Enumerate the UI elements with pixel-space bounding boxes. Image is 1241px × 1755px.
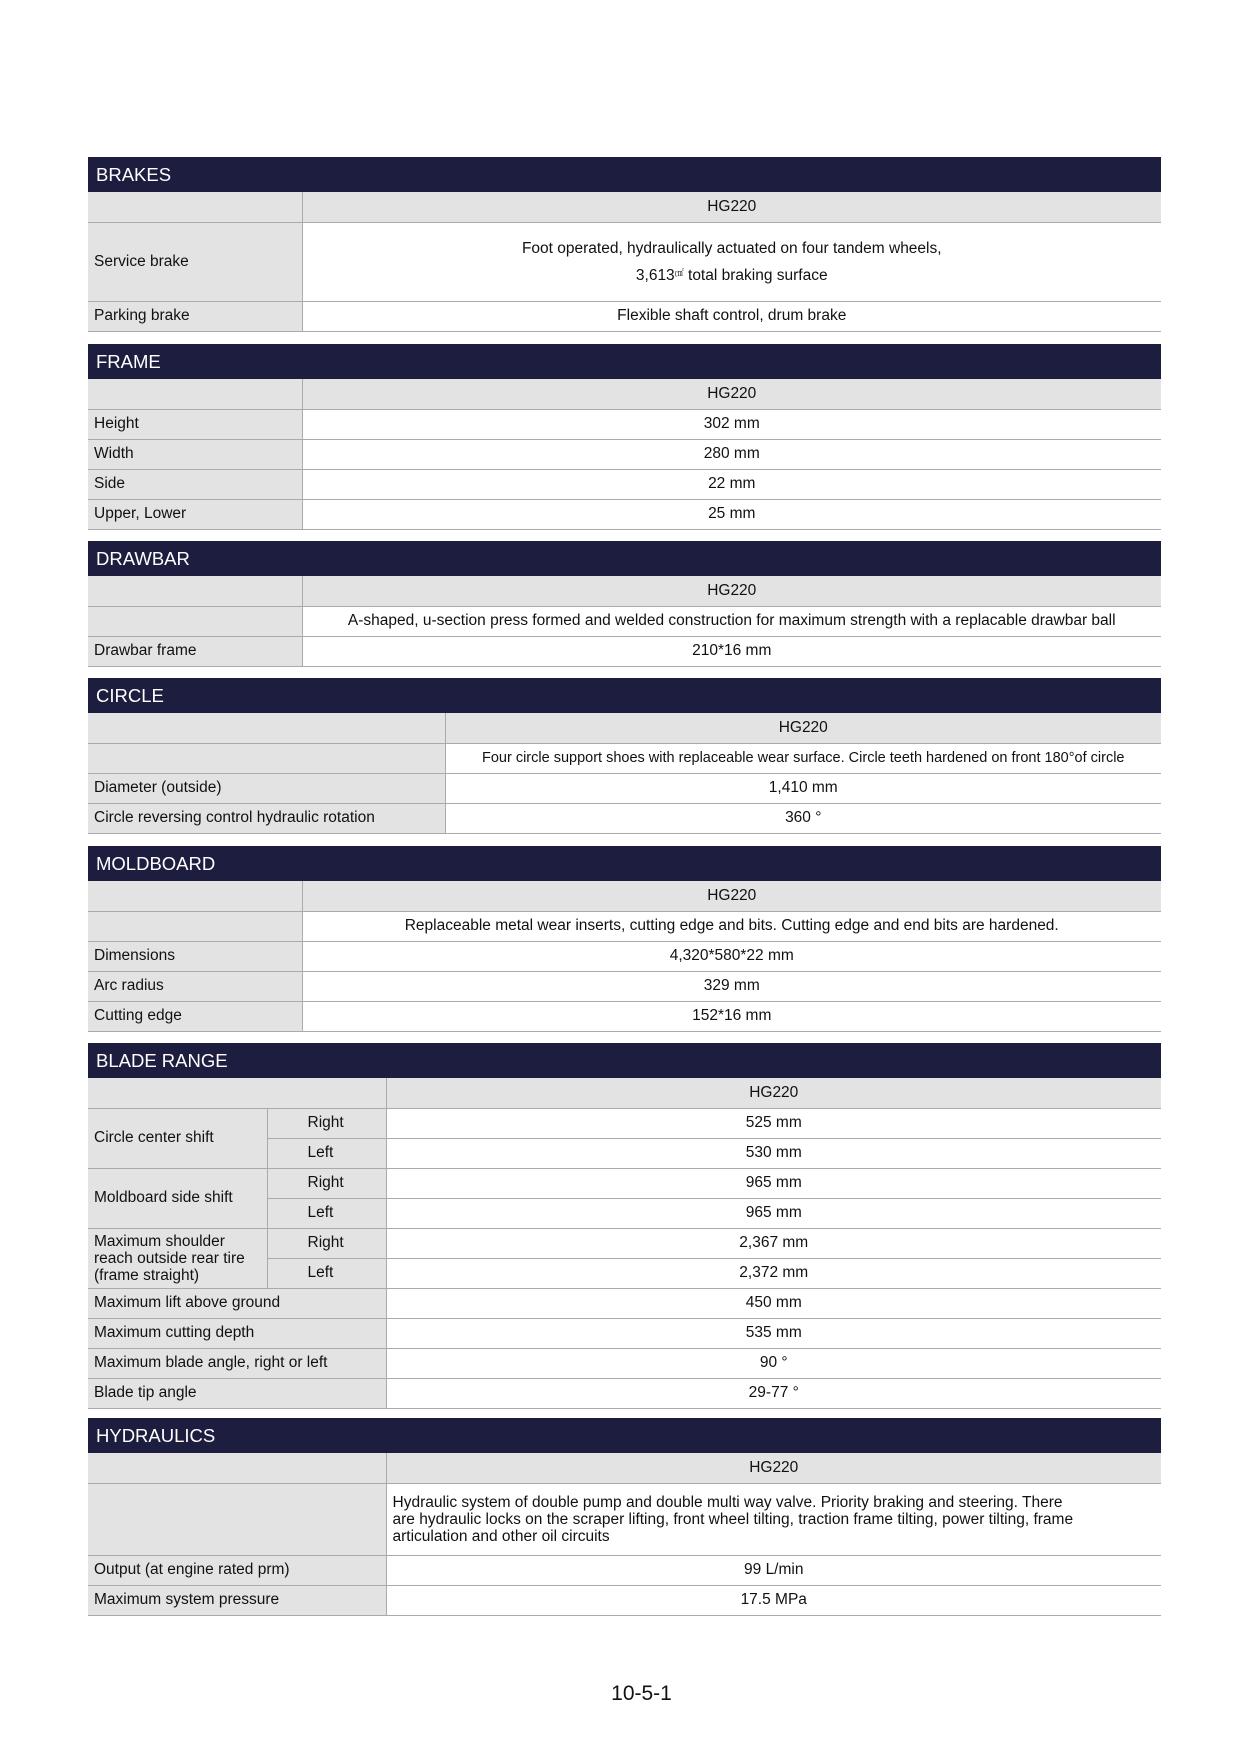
table-row	[88, 1288, 1161, 1318]
model-header: HG220	[302, 192, 1161, 222]
table-row	[88, 1108, 1161, 1138]
hydraulics-section	[88, 1418, 1161, 1616]
table-row	[88, 911, 1161, 941]
drawbar-section	[88, 541, 1161, 667]
row-value: 965 mm	[386, 1168, 1161, 1198]
row-value: 525 mm	[386, 1108, 1161, 1138]
row-value: 450 mm	[386, 1288, 1161, 1318]
row-value: 2,367 mm	[386, 1228, 1161, 1258]
row-value: 302 mm	[302, 409, 1161, 439]
row-value: 280 mm	[302, 439, 1161, 469]
frame-section	[88, 344, 1161, 530]
table-row	[88, 439, 1161, 469]
model-header: HG220	[302, 576, 1161, 606]
drawbar-description: A-shaped, u-section press formed and welded construction for maximum strength with a replacable drawbar ball	[302, 606, 1161, 636]
table-row	[88, 1585, 1161, 1615]
model-header: HG220	[302, 881, 1161, 911]
table-row	[88, 1228, 1161, 1258]
row-value: 965 mm	[386, 1198, 1161, 1228]
table-row	[88, 941, 1161, 971]
row-value: Flexible shaft control, drum brake	[302, 301, 1161, 331]
row-sublabel: Left	[267, 1258, 386, 1288]
drawbar-table	[88, 576, 1161, 667]
row-value: 4,320*580*22 mm	[302, 941, 1161, 971]
table-row	[88, 1555, 1161, 1585]
row-label: Circle reversing control hydraulic rotation	[88, 803, 445, 833]
circle-description: Four circle support shoes with replaceable wear surface. Circle teeth hardened on front 180°of circle	[445, 743, 1161, 773]
frame-header: FRAME	[88, 344, 1161, 379]
row-sublabel: Left	[267, 1138, 386, 1168]
row-label: Drawbar frame	[88, 636, 302, 666]
row-label: Width	[88, 439, 302, 469]
row-label: Maximum lift above ground	[88, 1288, 386, 1318]
table-row	[88, 1318, 1161, 1348]
table-row	[88, 409, 1161, 439]
hydraulics-table	[88, 1453, 1161, 1616]
table-row	[88, 1168, 1161, 1198]
row-sublabel: Right	[267, 1168, 386, 1198]
row-label: Moldboard side shift	[88, 1168, 267, 1228]
row-value: 2,372 mm	[386, 1258, 1161, 1288]
row-label: Maximum cutting depth	[88, 1318, 386, 1348]
row-value: 210*16 mm	[302, 636, 1161, 666]
moldboard-header: MOLDBOARD	[88, 846, 1161, 881]
table-row	[88, 499, 1161, 529]
row-sublabel: Right	[267, 1108, 386, 1138]
row-value: 152*16 mm	[302, 1001, 1161, 1031]
row-label: Service brake	[88, 222, 302, 301]
row-value: 29-77 °	[386, 1378, 1161, 1408]
blade-range-table	[88, 1078, 1161, 1409]
row-sublabel: Left	[267, 1198, 386, 1228]
row-value: 1,410 mm	[445, 773, 1161, 803]
row-value: Foot operated, hydraulically actuated on four tandem wheels, 3,613㎠ total braking surface	[302, 222, 1161, 301]
circle-header: CIRCLE	[88, 678, 1161, 713]
table-row	[88, 743, 1161, 773]
row-value: 329 mm	[302, 971, 1161, 1001]
row-label: Height	[88, 409, 302, 439]
row-value: 25 mm	[302, 499, 1161, 529]
row-label: Arc radius	[88, 971, 302, 1001]
brakes-section	[88, 157, 1161, 332]
table-row	[88, 971, 1161, 1001]
row-label: Output (at engine rated prm)	[88, 1555, 386, 1585]
moldboard-table	[88, 881, 1161, 1032]
row-label: Diameter (outside)	[88, 773, 445, 803]
hydraulics-description: Hydraulic system of double pump and double multi way valve. Priority braking and steering. There are hydraulic locks on the scraper lifting, front wheel tilting, traction frame tilting, power tilting, frame articulation and other oil circuits	[386, 1483, 1161, 1555]
row-value: 90 °	[386, 1348, 1161, 1378]
row-sublabel: Right	[267, 1228, 386, 1258]
row-value: 17.5 MPa	[386, 1585, 1161, 1615]
row-label: Maximum system pressure	[88, 1585, 386, 1615]
model-header: HG220	[386, 1078, 1161, 1108]
brakes-header: BRAKES	[88, 157, 1161, 192]
row-value: 99 L/min	[386, 1555, 1161, 1585]
model-header: HG220	[445, 713, 1161, 743]
blade-range-section	[88, 1043, 1161, 1409]
drawbar-header: DRAWBAR	[88, 541, 1161, 576]
frame-table	[88, 379, 1161, 530]
row-value: 530 mm	[386, 1138, 1161, 1168]
table-row	[88, 469, 1161, 499]
unit-symbol: ㎠	[674, 267, 684, 278]
moldboard-section	[88, 846, 1161, 1032]
row-value: 360 °	[445, 803, 1161, 833]
model-header: HG220	[302, 379, 1161, 409]
model-header: HG220	[386, 1453, 1161, 1483]
table-row	[88, 803, 1161, 833]
brakes-table	[88, 192, 1161, 332]
row-label: Maximum shoulder reach outside rear tire (frame straight)	[88, 1228, 267, 1288]
row-label: Dimensions	[88, 941, 302, 971]
row-label: Upper, Lower	[88, 499, 302, 529]
moldboard-description: Replaceable metal wear inserts, cutting edge and bits. Cutting edge and end bits are hardened.	[302, 911, 1161, 941]
blade-range-header: BLADE RANGE	[88, 1043, 1161, 1078]
table-row	[88, 606, 1161, 636]
row-label: Parking brake	[88, 301, 302, 331]
table-row	[88, 773, 1161, 803]
table-row	[88, 1483, 1161, 1555]
table-row	[88, 222, 1161, 301]
table-row	[88, 1348, 1161, 1378]
row-label: Side	[88, 469, 302, 499]
table-row	[88, 301, 1161, 331]
circle-table	[88, 713, 1161, 834]
row-label: Cutting edge	[88, 1001, 302, 1031]
row-value: 535 mm	[386, 1318, 1161, 1348]
row-label: Maximum blade angle, right or left	[88, 1348, 386, 1378]
circle-section	[88, 678, 1161, 834]
row-label: Circle center shift	[88, 1108, 267, 1168]
hydraulics-header: HYDRAULICS	[88, 1418, 1161, 1453]
table-row	[88, 636, 1161, 666]
table-row	[88, 1001, 1161, 1031]
row-value: 22 mm	[302, 469, 1161, 499]
page-number: 10-5-1	[611, 1682, 672, 1705]
row-label: Blade tip angle	[88, 1378, 386, 1408]
table-row	[88, 1378, 1161, 1408]
